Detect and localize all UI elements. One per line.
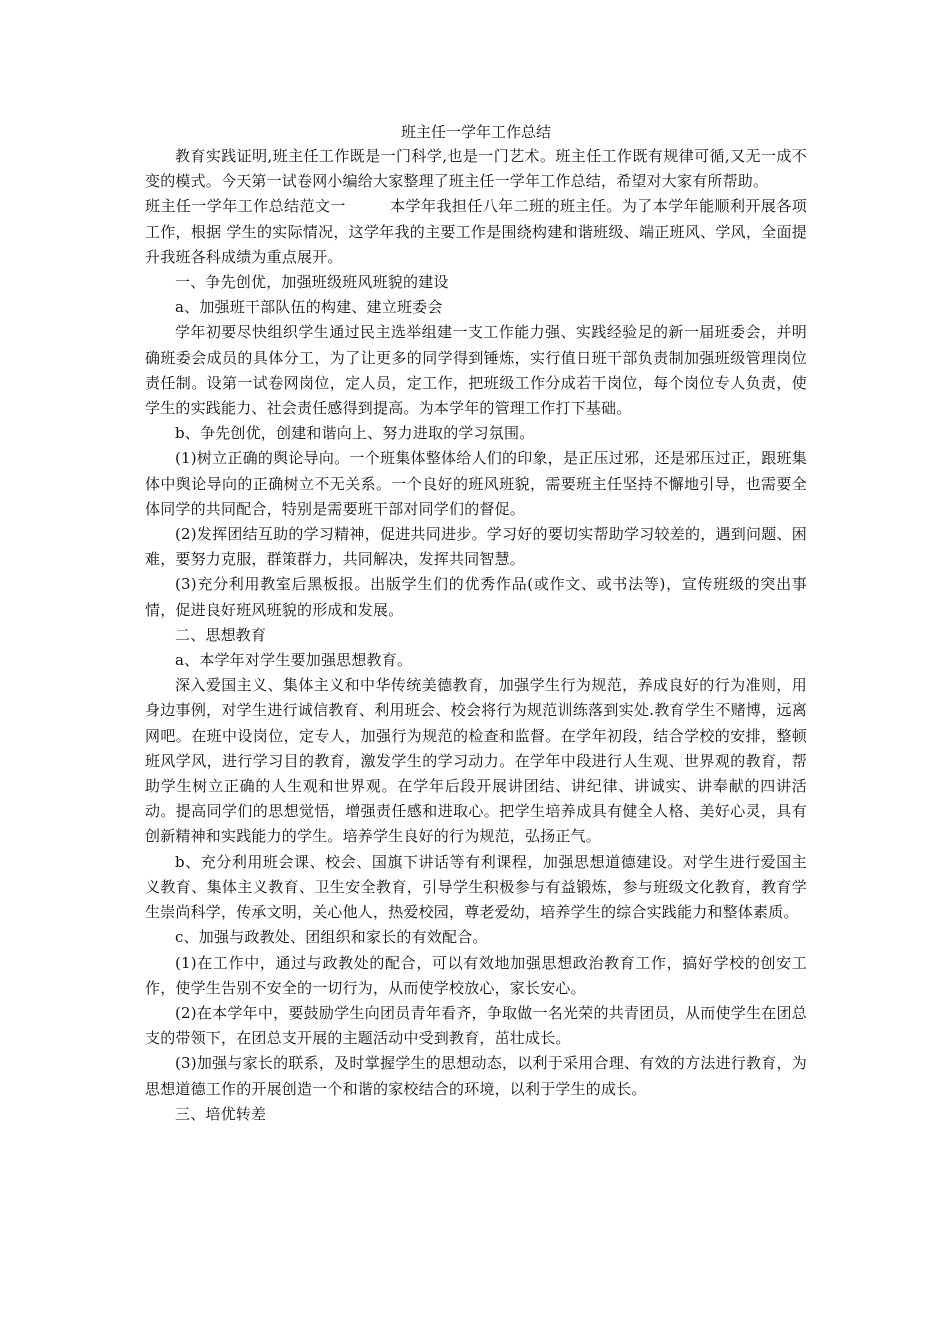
section-1b-item-2: (2)发挥团结互助的学习精神，促进共同进步。学习好的要切实帮助学习较差的，遇到问题、困难，要努力克服，群策群力，共同解决，发挥共同智慧。: [145, 525, 807, 569]
section-2a-title: a、本学年对学生要加强思想教育。: [175, 651, 413, 670]
document-page: [145, 120, 807, 1127]
section-2c-item-2: (2)在本学年中，要鼓励学生向团员青年看齐，争取做一名光荣的共青团员，从而使学生在团总支的带领下，在团总支开展的主题活动中受到教育，茁壮成长。: [145, 1003, 807, 1048]
section-2a-body: 深入爱国主义、集体主义和中华传统美德教育，加强学生行为规范，养成良好的行为准则，用身边事例，对学生进行诚信教育、利用班会、校会将行为规范训练落到实处.教育学生不赌博，远离网吧。在班中设岗位，定专人，加强行为规范的检查和监督。在学年初段，结合学校的安排，整顿班风学风，进行学习目的教育，激发学生的学习动力。在学年中段进行人生观、世界观的教育，帮助学生树立正确的人生观和世界观。在学年后段开展讲团结、讲纪律、讲诚实、讲奉献的四讲活动。提高同学们的思想觉悟，增强责任感和进取心。把学生培养成具有健全人格、美好心灵，具有创新精神和实践能力的学生。培养学生良好的行为规范，弘扬正气。: [145, 676, 807, 846]
section-2-title: 二、思想教育: [175, 625, 267, 644]
sample-heading: 班主任一学年工作总结范文一: [145, 197, 346, 216]
section-1b-item-1: (1)树立正确的舆论导向。一个班集体整体给人们的印象，是正压过邪，还是邪压过正，跟班集体中舆论导向的正确树立不无关系。一个良好的班风班貌，需要班主任坚持不懈地引导，也需要全体同学的共同配合，特别是需要班干部对同学们的督促。: [145, 449, 807, 518]
section-3-title: 三、培优转差: [175, 1104, 267, 1123]
section-1a-title: a、加强班干部队伍的构建、建立班委会: [175, 298, 443, 317]
intro-paragraph: 教育实践证明,班主任工作既是一门科学,也是一门艺术。班主任工作既有规律可循,又无一成不变的模式。今天第一试卷网小编给大家整理了班主任一学年工作总结，希望对大家有所帮助。: [145, 147, 807, 191]
sample-opening: 本学年我担任八年二班的班主任。为了本学年能顺利开展各项工作，根据 学生的实际情况，这学年我的主要工作是围绕构建和谐班级、端正班风、学风，全面提升我班各科成绩为重点展开。: [145, 197, 808, 266]
section-1-title: 一、争先创优，加强班级班风班貌的建设: [175, 273, 449, 292]
section-2b-body: b、充分利用班会课、校会、国旗下讲话等有利课程，加强思想道德建设。对学生进行爱国主义教育、集体主义教育、卫生安全教育，引导学生积极参与有益锻炼，参与班级文化教育，教育学生崇尚科学，传承文明，关心他人，热爱校园，尊老爱幼，培养学生的综合实践能力和整体素质。: [145, 852, 807, 922]
section-1b-title: b、争先创优，创建和谐向上、努力进取的学习氛围。: [175, 424, 535, 443]
sample-paragraph: [145, 194, 807, 270]
document-title: 班主任一学年工作总结: [400, 123, 551, 141]
section-2c-title: c、加强与政教处、团组织和家长的有效配合。: [175, 928, 488, 947]
section-2c-item-1: (1)在工作中，通过与政教处的配合，可以有效地加强思想政治教育工作，搞好学校的创安工作，使学生告别不安全的一切行为，从而使学校放心，家长安心。: [145, 953, 807, 997]
section-1a-body: 学年初要尽快组织学生通过民主选举组建一支工作能力强、实践经验足的新一届班委会，并明确班委会成员的具体分工，为了让更多的同学得到锤炼，实行值日班干部负责制加强班级管理岗位责任制。设第一试卷网岗位，定人员，定工作，把班级工作分成若干岗位，每个岗位专人负责，使学生的实践能力、社会责任感得到提高。为本学年的管理工作打下基础。: [145, 323, 807, 418]
section-1b-item-3: (3)充分利用教室后黑板报。出版学生们的优秀作品(或作文、或书法等)，宣传班级的突出事情，促进良好班风班貌的形成和发展。: [145, 575, 807, 619]
section-2c-item-3: (3)加强与家长的联系，及时掌握学生的思想动态，以利于采用合理、有效的方法进行教育，为思想道德工作的开展创造一个和谐的家校结合的环境，以利于学生的成长。: [145, 1054, 807, 1098]
